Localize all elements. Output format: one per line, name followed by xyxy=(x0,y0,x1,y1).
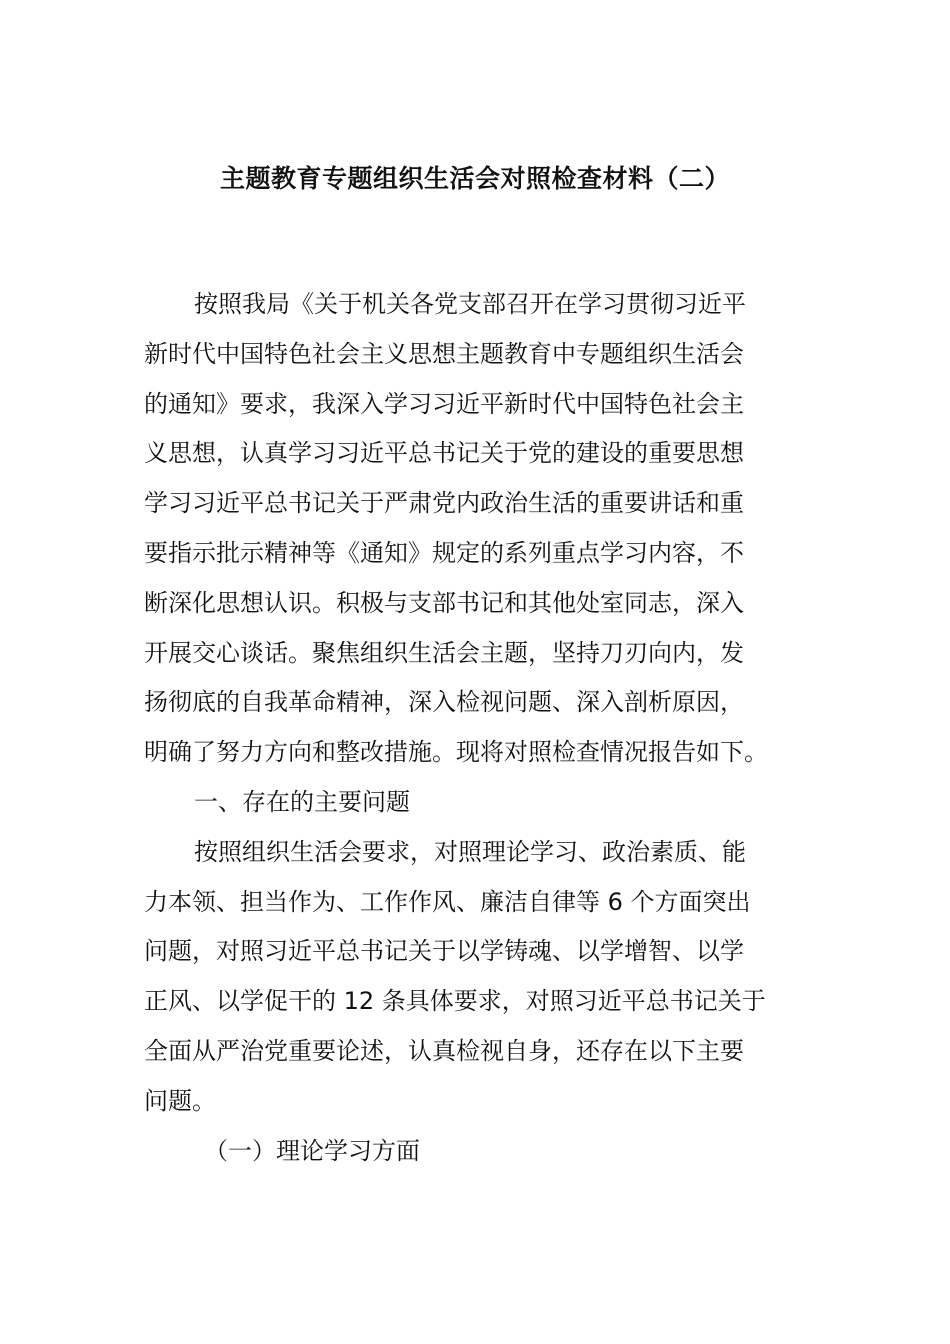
paragraph-1-line: 按照我局《关于机关各党支部召开在学习贯彻习近平 xyxy=(194,290,746,318)
paragraph-1-line: 扬彻底的自我革命精神，深入检视问题、深入剖析原因， xyxy=(144,688,744,717)
document-title: 主题教育专题组织生活会对照检查材料（二） xyxy=(219,164,730,193)
paragraph-2-line: 力本领、担当作为、工作作风、廉洁自律等 6 个方面突出 xyxy=(144,887,751,916)
subsection-heading: （一）理论学习方面 xyxy=(204,1136,420,1165)
paragraph-1-line: 的通知》要求，我深入学习习近平新时代中国特色社会主 xyxy=(144,389,744,418)
paragraph-1-line: 新时代中国特色社会主义思想主题教育中专题组织生活会 xyxy=(144,339,744,368)
paragraph-1-line: 学习习近平总书记关于严肃党内政治生活的重要讲话和重 xyxy=(144,489,744,518)
paragraph-2-line: 按照组织生活会要求，对照理论学习、政治素质、能 xyxy=(194,837,746,866)
section-heading: 一、存在的主要问题 xyxy=(194,787,410,816)
paragraph-2-line: 问题。 xyxy=(144,1086,216,1115)
paragraph-1-line: 明确了努力方向和整改措施。现将对照检查情况报告如下。 xyxy=(144,738,768,767)
paragraph-1-line: 断深化思想认识。积极与支部书记和其他处室同志，深入 xyxy=(144,588,744,617)
paragraph-2-line: 全面从严治党重要论述，认真检视自身，还存在以下主要 xyxy=(144,1036,744,1065)
paragraph-2-line: 问题，对照习近平总书记关于以学铸魂、以学增智、以学 xyxy=(144,937,744,966)
document-body xyxy=(144,280,808,1176)
paragraph-1-line: 义思想，认真学习习近平总书记关于党的建设的重要思想 xyxy=(144,439,744,468)
paragraph-1-line: 开展交心谈话。聚焦组织生活会主题，坚持刀刃向内，发 xyxy=(144,638,744,667)
paragraph-2-line: 正风、以学促干的 12 条具体要求，对照习近平总书记关于 xyxy=(144,987,766,1016)
paragraph-1-line: 要指示批示精神等《通知》规定的系列重点学习内容，不 xyxy=(144,538,744,567)
